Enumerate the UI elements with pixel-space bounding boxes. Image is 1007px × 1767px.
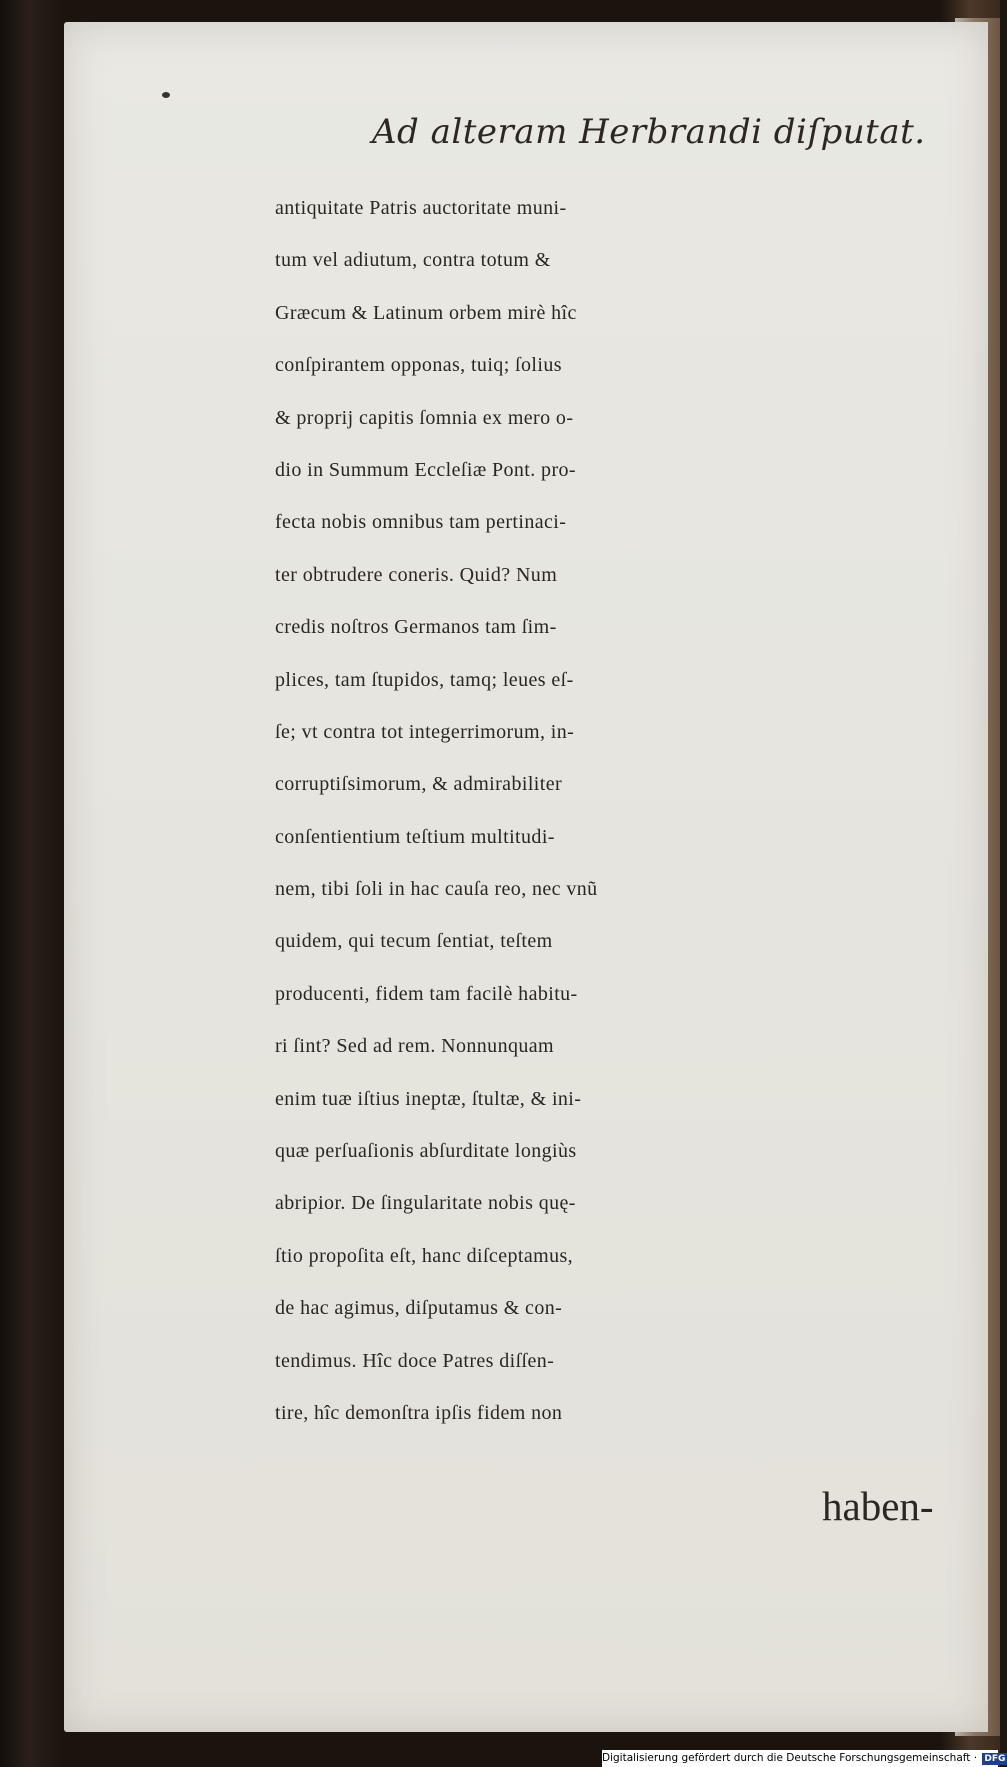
- digitization-credit: [602, 1750, 1006, 1767]
- text-line: plices, tam ſtupidos, tamq; leues eſ-: [275, 668, 574, 691]
- text-line: ſtio propoſita eſt, hanc diſceptamus,: [275, 1244, 574, 1267]
- text-line: quidem, qui tecum ſentiat, teſtem: [275, 930, 553, 953]
- text-line: de hac agimus, diſputamus & con-: [275, 1297, 563, 1320]
- catchword: haben-: [822, 1483, 934, 1529]
- text-line: tum vel adiutum, contra totum &: [275, 249, 551, 272]
- text-line: ter obtrudere coneris. Quid? Num: [275, 563, 558, 586]
- text-line: antiquitate Patris auctoritate muni-: [275, 197, 567, 219]
- text-line: tendimus. Hîc doce Patres diſſen-: [275, 1349, 555, 1372]
- text-line: corruptiſsimorum, & admirabiliter: [275, 773, 563, 796]
- text-line: credis noſtros Germanos tam ſim-: [275, 616, 557, 639]
- ink-speck: [162, 92, 170, 98]
- text-line: tire, hîc demonſtra ipſis fidem non: [275, 1401, 563, 1424]
- text-line: quæ perſuaſionis abſurditate longiùs: [275, 1140, 577, 1163]
- text-line: enim tuæ iſtius ineptæ, ſtultæ, & ini-: [275, 1087, 582, 1110]
- body-text: [275, 182, 995, 1439]
- text-line: Græcum & Latinum orbem mirè hîc: [275, 301, 577, 324]
- running-header: Ad alteram Herbrandi diſputat.: [372, 112, 926, 152]
- text-line: & proprij capitis ſomnia ex mero o-: [275, 406, 574, 429]
- text-line: abripior. De ſingularitate nobis quę-: [275, 1192, 576, 1215]
- text-line: fecta nobis omnibus tam pertinaci-: [275, 511, 567, 534]
- text-line: nem, tibi ſoli in hac cauſa reo, nec vnũ: [275, 878, 598, 901]
- text-line: ri ſint? Sed ad rem. Nonnunquam: [275, 1035, 555, 1058]
- text-line: conſentientium teſtium multitudi-: [275, 825, 555, 848]
- dfg-logo-icon: DFG: [984, 1754, 1006, 1764]
- text-line: conſpirantem opponas, tuiq; ſolius: [275, 354, 562, 377]
- text-line: dio in Summum Eccleſiæ Pont. pro-: [275, 458, 576, 481]
- credit-text: Digitalisierung gefördert durch die Deutsche Forschungsgemeinschaft ·: [602, 1752, 978, 1764]
- text-line: ſe; vt contra tot integerrimorum, in-: [275, 720, 575, 743]
- text-line: producenti, fidem tam facilè habitu-: [275, 982, 578, 1005]
